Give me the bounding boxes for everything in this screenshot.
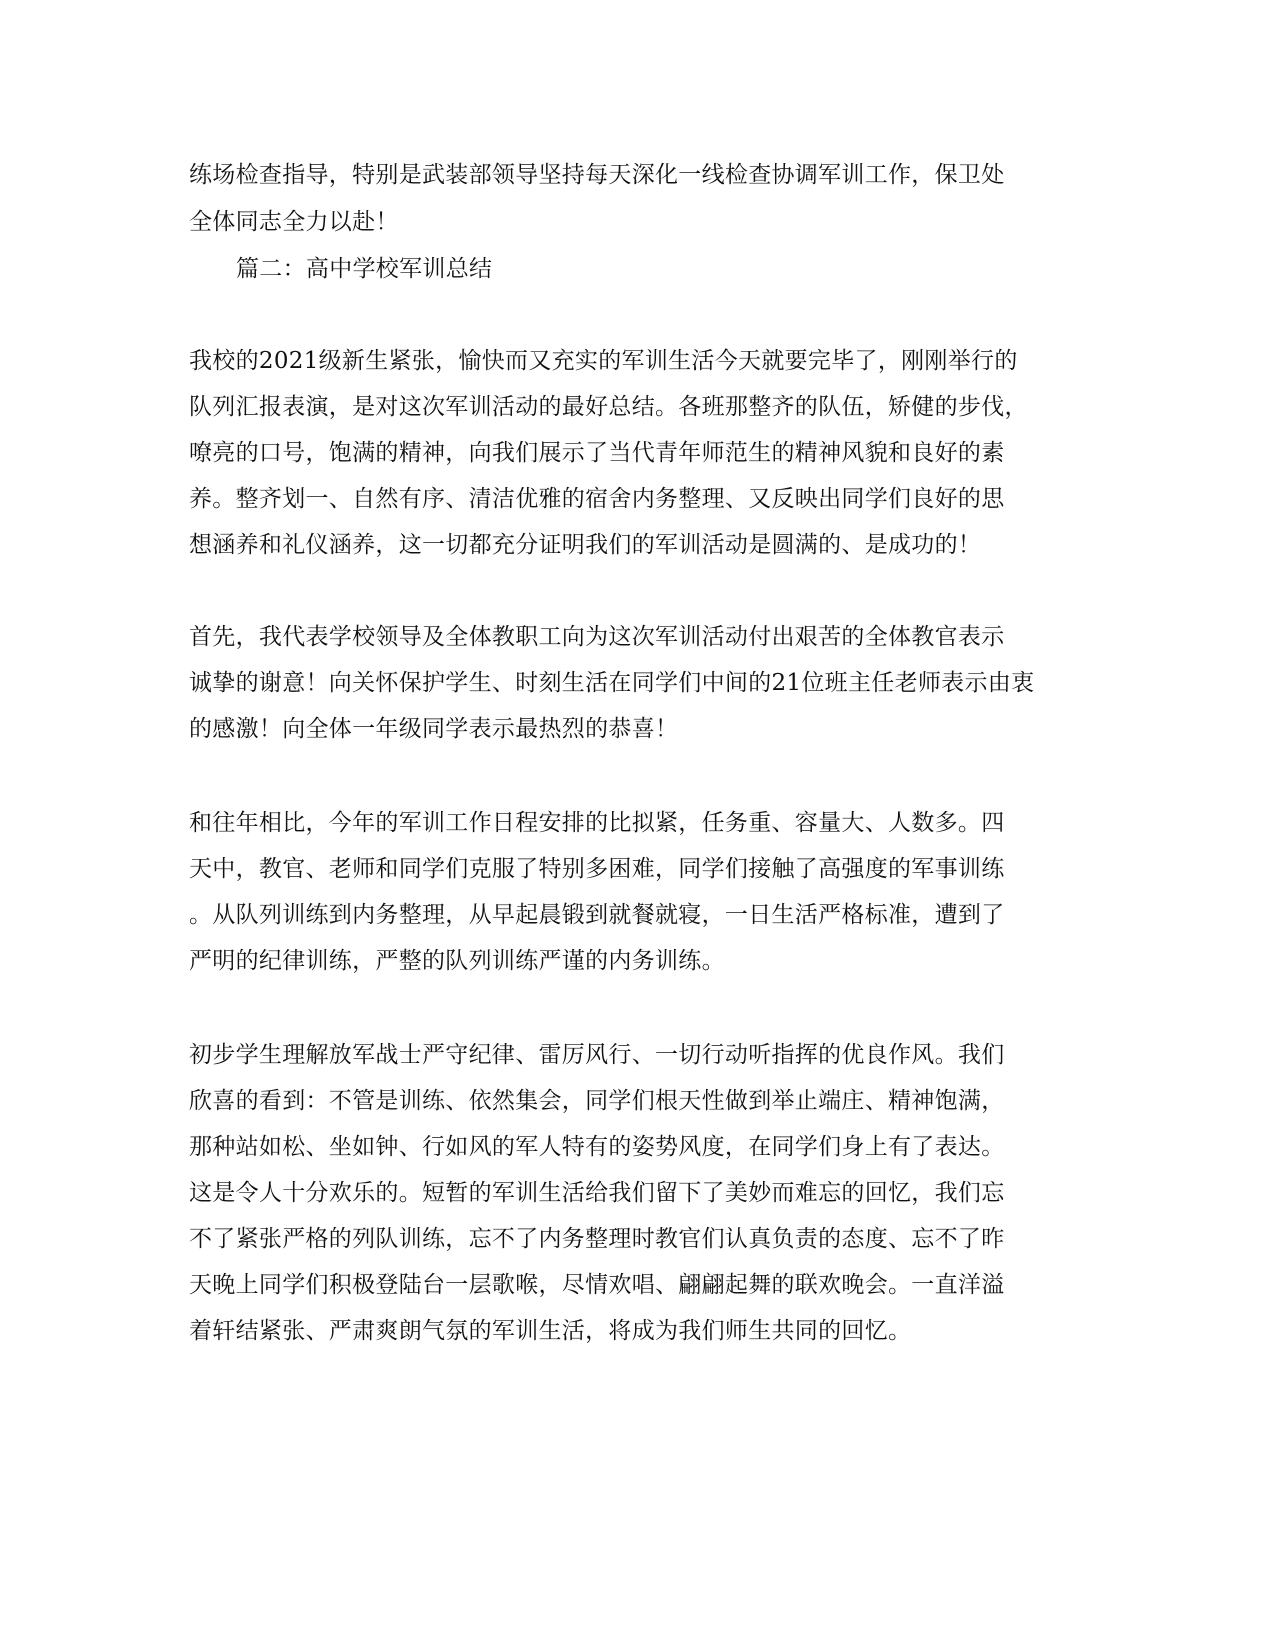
paragraph-line: 嘹亮的口号，饱满的精神，向我们展示了当代青年师范生的精神风貌和良好的素 bbox=[189, 440, 1005, 466]
paragraph-line: 全体同志全力以赴！ bbox=[189, 209, 399, 235]
paragraph-line: 那种站如松、坐如钟、行如风的军人特有的姿势风度，在同学们身上有了表达。 bbox=[189, 1134, 1005, 1160]
paragraph-line: 着轩结紧张、严肃爽朗气氛的军训生活，将成为我们师生共同的回忆。 bbox=[189, 1318, 912, 1344]
paragraph-line: 养。整齐划一、自然有序、清洁优雅的宿舍内务整理、又反映出同学们良好的思 bbox=[189, 486, 1005, 512]
paragraph-line: 诚挚的谢意！向关怀保护学生、时刻生活在同学们中间的21位班主任老师表示由衷 bbox=[189, 670, 1035, 696]
paragraph-line: 欣喜的看到：不管是训练、依然集会，同学们根天性做到举止端庄、精神饱满， bbox=[189, 1088, 1005, 1114]
paragraph-line: 想涵养和礼仪涵养，这一切都充分证明我们的军训活动是圆满的、是成功的！ bbox=[189, 532, 982, 558]
paragraph-line: 队列汇报表演，是对这次军训活动的最好总结。各班那整齐的队伍，矫健的步伐， bbox=[189, 394, 1028, 420]
paragraph-line: 初步学生理解放军战士严守纪律、雷厉风行、一切行动听指挥的优良作风。我们 bbox=[189, 1042, 1005, 1068]
paragraph-line: 练场检查指导，特别是武装部领导坚持每天深化一线检查协调军训工作，保卫处 bbox=[189, 162, 1005, 188]
paragraph-line: 严明的纪律训练，严整的队列训练严谨的内务训练。 bbox=[189, 948, 725, 974]
paragraph-line: 和往年相比，今年的军训工作日程安排的比拟紧，任务重、容量大、人数多。四 bbox=[189, 810, 1005, 836]
paragraph-line: 首先，我代表学校领导及全体教职工向为这次军训活动付出艰苦的全体教官表示 bbox=[189, 624, 1005, 650]
paragraph-line: 。从队列训练到内务整理，从早起晨锻到就餐就寝，一日生活严格标准，遭到了 bbox=[189, 902, 1005, 928]
paragraph-line: 我校的2021级新生紧张，愉快而又充实的军训生活今天就要完毕了，刚刚举行的 bbox=[189, 348, 1018, 374]
paragraph-line: 不了紧张严格的列队训练，忘不了内务整理时教官们认真负责的态度、忘不了昨 bbox=[189, 1226, 1005, 1252]
paragraph-line: 这是令人十分欢乐的。短暂的军训生活给我们留下了美妙而难忘的回忆，我们忘 bbox=[189, 1180, 1005, 1206]
section-heading: 篇二：高中学校军训总结 bbox=[236, 256, 493, 282]
paragraph-line: 天中，教官、老师和同学们克服了特别多困难，同学们接触了高强度的军事训练 bbox=[189, 856, 1005, 882]
paragraph-line: 的感激！向全体一年级同学表示最热烈的恭喜！ bbox=[189, 716, 679, 742]
paragraph-line: 天晚上同学们积极登陆台一层歌喉，尽情欢唱、翩翩起舞的联欢晚会。一直洋溢 bbox=[189, 1272, 1005, 1298]
